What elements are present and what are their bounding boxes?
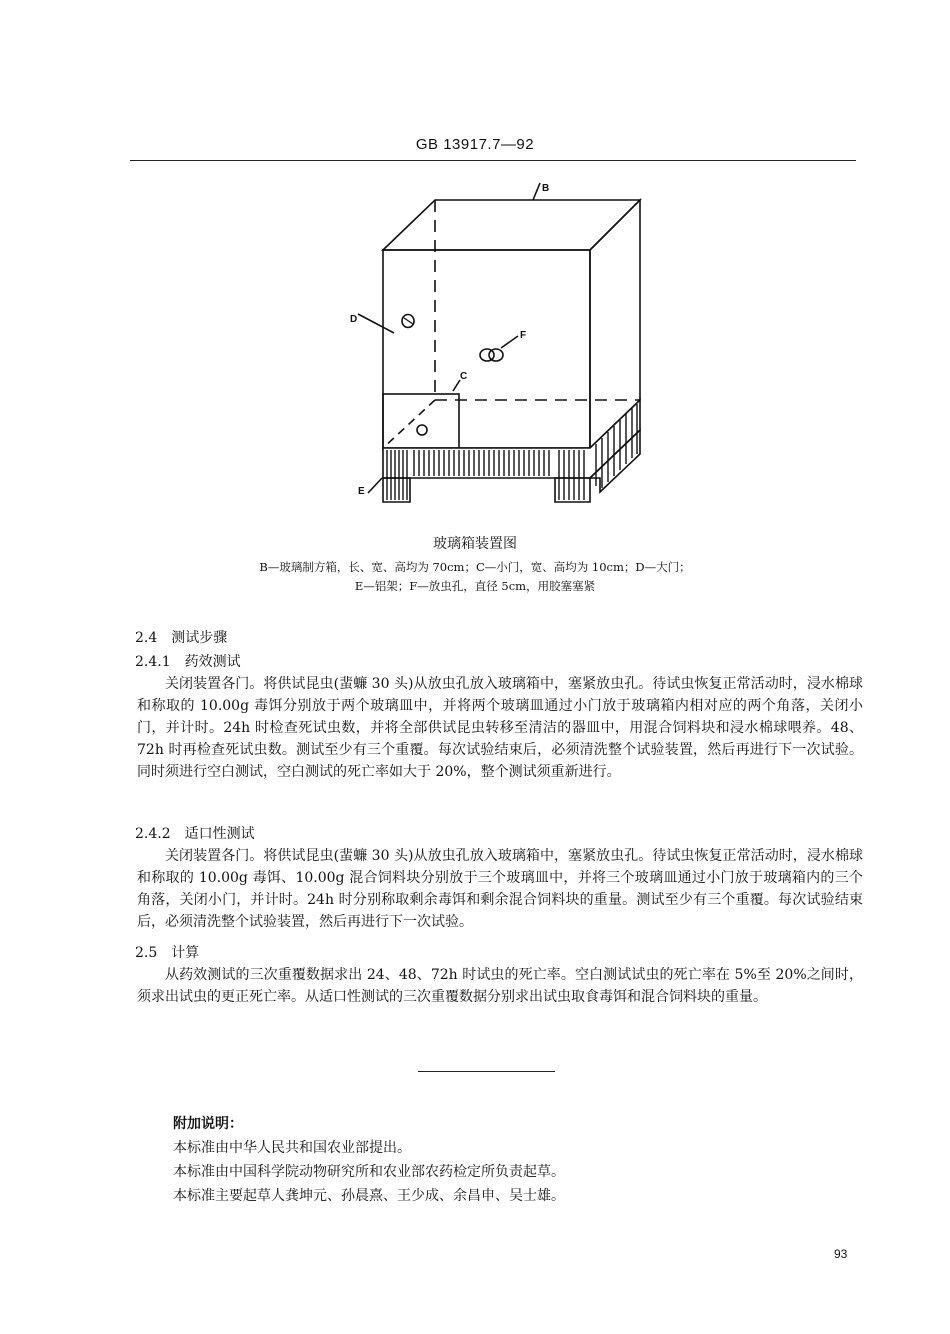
figure-caption-line-2: E—铝架；F—放虫孔，直径 5cm，用胶塞塞紧 (354, 579, 596, 593)
notes-line-2: 本标准由中国科学院动物研究所和农业部农药检定所负责起草。 (173, 1164, 565, 1180)
label-c: C (460, 371, 468, 382)
frame-leg-front-right (555, 478, 590, 502)
leader-b (533, 183, 540, 200)
figure-caption-line-1: B—玻璃制方箱，长、宽、高均为 70cm；C—小门，宽、高均为 10cm；D—大门； (259, 560, 691, 574)
paragraph-2-4-2: 关闭装置各门。将供试昆虫(蜚蠊 30 头)从放虫孔放入玻璃箱中，塞紧放虫孔。待试虫恢复正常活动时，浸水棉球和称取的 10.00g 毒饵、10.00g 混合饲料块分别放于三个玻璃皿中，并将三个玻璃皿通过小门放于玻璃箱内的三个角落，关闭小门，并计时。24h 时分别称取剩余毒饵和剩余混合饲料块的重量。测试至少有三个重覆。每次试验结束后，必须清洗整个试验装置，然后再进行下一次试验。 (137, 848, 863, 930)
header-rule (130, 160, 856, 161)
page-header: GB 13917.7—92 (415, 136, 535, 153)
leader-f (501, 336, 518, 348)
label-d: D (350, 314, 358, 325)
section-heading-2-4: 2.4 测试步骤 (135, 630, 228, 646)
paragraph-2-5: 从药效测试的三次重覆数据求出 24、48、72h 时试虫的死亡率。空白测试试虫的死亡率在 5%至 20%之间时，须求出试虫的更正死亡率。从适口性测试的三次重覆数据分别求出试虫取食毒饵和混合饲料块的重量。 (137, 967, 863, 1005)
glass-box-figure (350, 178, 670, 513)
section-heading-2-4-1: 2.4.1 药效测试 (135, 654, 241, 670)
figure-title: 玻璃箱装置图 (433, 536, 517, 552)
end-rule (418, 1071, 555, 1072)
leader-d (358, 314, 394, 333)
label-e: E (358, 486, 365, 497)
notes-line-3: 本标准主要起草人龚坤元、孙晨熹、王少成、余昌申、吴士雄。 (173, 1188, 565, 1204)
label-b: B (542, 183, 550, 194)
page-number: 93 (834, 1247, 848, 1261)
label-f: F (520, 330, 527, 341)
box-top-face (383, 200, 640, 250)
small-door (383, 394, 459, 450)
leader-e (368, 478, 382, 493)
paragraph-2-4-1: 关闭装置各门。将供试昆虫(蜚蠊 30 头)从放虫孔放入玻璃箱中，塞紧放虫孔。待试虫恢复正常活动时，浸水棉球和称取的 10.00g 毒饵分别放于两个玻璃皿中，并将两个玻璃皿通过小门放于玻璃箱内相对应的两个角落，关闭小门，并计时。24h 时检查死试虫数，并将全部供试昆虫转移至清洁的器皿中，用混合饲料块和浸水棉球喂养。48、72h 时再检查死试虫数。测试至少有三个重覆。每次试验结束后，必须清洗整个试验装置，然后再进行下一次试验。同时须进行空白测试，空白测试的死亡率如大于 20%，整个测试须重新进行。 (137, 676, 863, 780)
section-heading-2-5: 2.5 计算 (135, 945, 200, 961)
notes-title: 附加说明： (173, 1116, 243, 1132)
leader-c (453, 380, 460, 391)
section-heading-2-4-2: 2.4.2 适口性测试 (135, 826, 255, 842)
hidden-edge-diagonal (383, 400, 435, 448)
notes-line-1: 本标准由中华人民共和国农业部提出。 (173, 1140, 411, 1156)
small-door-knob (417, 425, 427, 435)
